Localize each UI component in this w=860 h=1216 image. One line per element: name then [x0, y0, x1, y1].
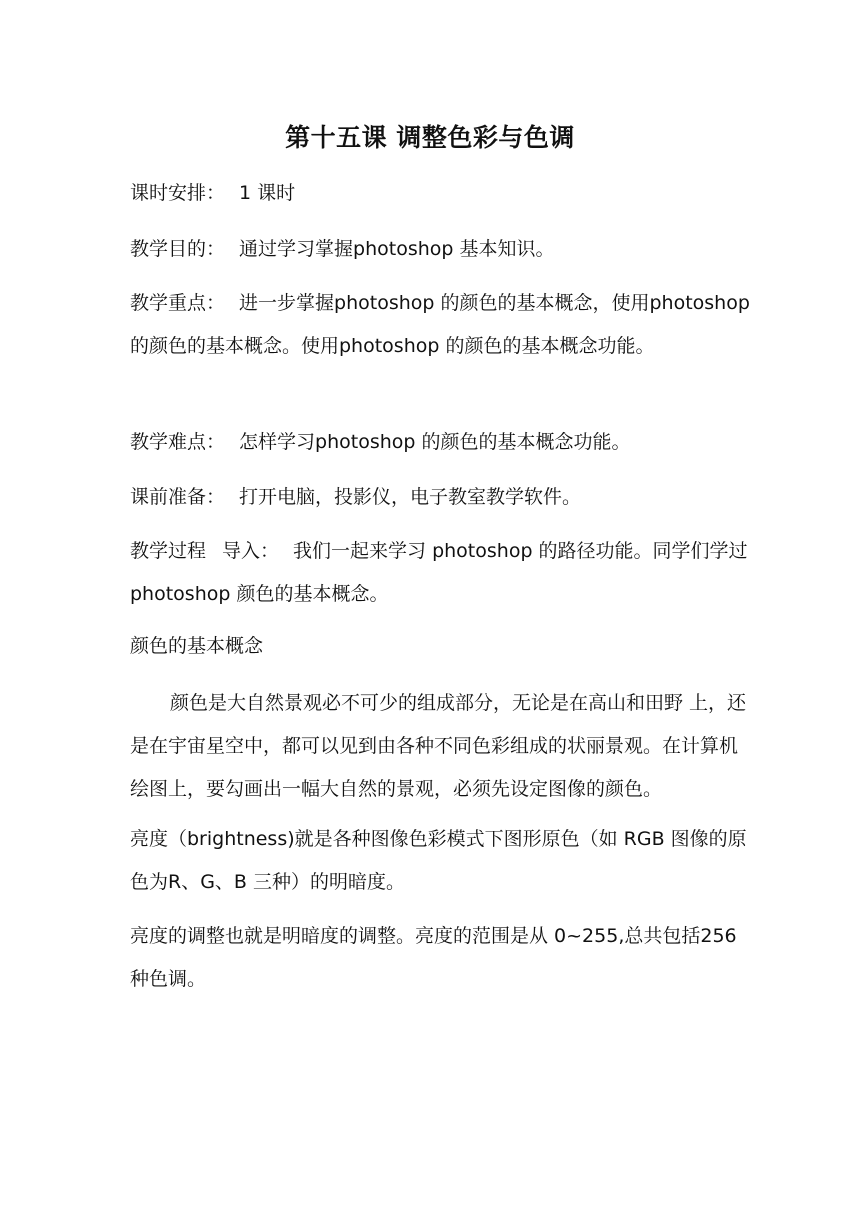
preparation-line	[130, 476, 750, 519]
process-text: 我们一起来学习 photoshop 的路径功能。同学们学过 photoshop 颜色的基本概念。	[130, 540, 748, 605]
key-points-paragraph	[130, 282, 750, 368]
process-sublabel: 导入：	[222, 540, 280, 562]
intro-paragraph: 颜色是大自然景观必不可少的组成部分，无论是在高山和田野 上，还是在宇宙星空中，都可以见到由各种不同色彩组成的状丽景观。在计算机绘图上，要勾画出一幅大自然的景观，必须先设定图像的颜色。	[130, 692, 747, 800]
schedule-label: 课时安排：	[130, 182, 226, 204]
page-title: 第十五课 调整色彩与色调	[285, 123, 575, 152]
difficulties-text: 怎样学习photoshop 的颜色的基本概念功能。	[239, 431, 631, 453]
schedule-text: 1 课时	[239, 182, 296, 204]
key-points-label: 教学重点：	[130, 292, 226, 314]
schedule-line	[130, 172, 750, 215]
process-label: 教学过程	[130, 540, 207, 562]
adjustment-paragraph: 亮度的调整也就是明暗度的调整。亮度的范围是从 0~255,总共包括256 种色调。	[130, 925, 737, 990]
objective-text: 通过学习掌握photoshop 基本知识。	[239, 238, 555, 260]
difficulties-label: 教学难点：	[130, 431, 226, 453]
preparation-label: 课前准备：	[130, 486, 226, 508]
objective-line	[130, 228, 750, 271]
objective-label: 教学目的：	[130, 238, 226, 260]
process-paragraph	[130, 530, 750, 616]
section-heading: 颜色的基本概念	[130, 635, 264, 657]
key-points-text: 进一步掌握photoshop 的颜色的基本概念，使用photoshop 的颜色的基本概念。使用photoshop 的颜色的基本概念功能。	[130, 292, 750, 357]
preparation-text: 打开电脑，投影仪，电子教室教学软件。	[239, 486, 582, 508]
brightness-paragraph: 亮度（brightness)就是各种图像色彩模式下图形原色（如 RGB 图像的原色为R、G、B 三种）的明暗度。	[130, 828, 747, 893]
difficulties-line	[130, 421, 750, 464]
